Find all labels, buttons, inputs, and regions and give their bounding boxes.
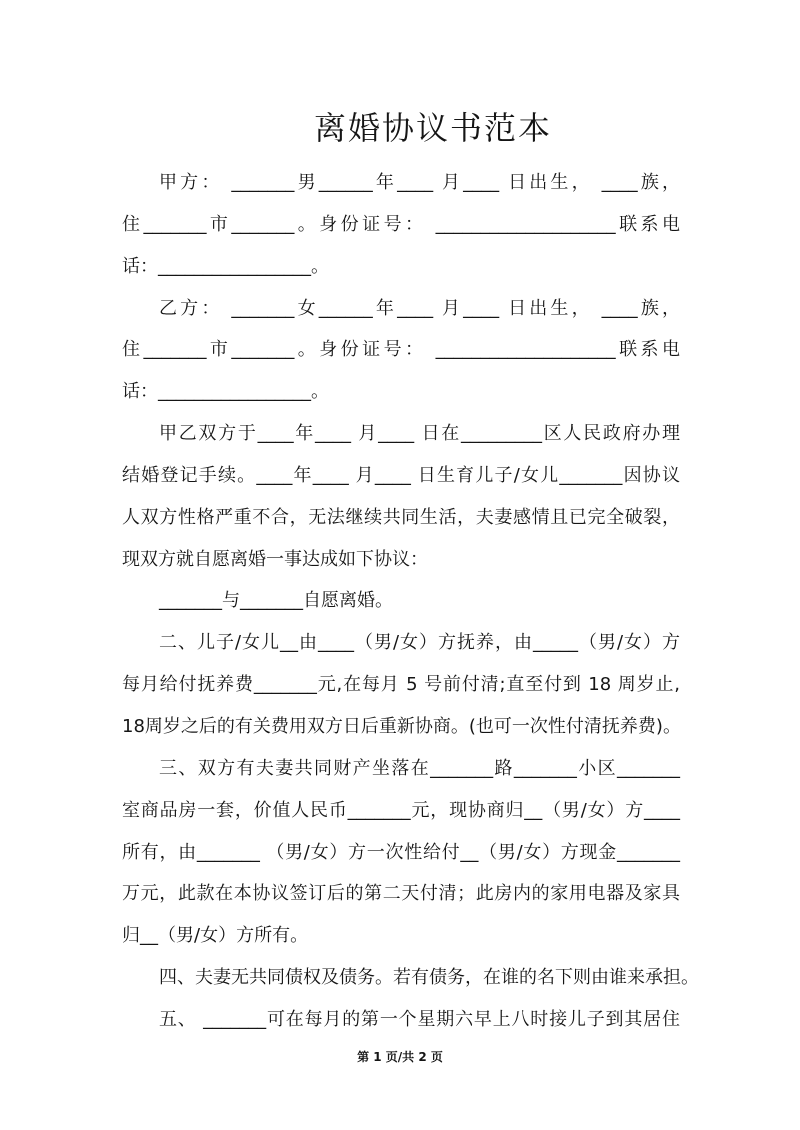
paragraph-line: 三、双方有夫妻共同财产坐落在_______路_______小区_______: [159, 757, 680, 779]
paragraph-line: 二、儿子/女儿__由____（男/女）方抚养，由_____（男/女）方: [159, 632, 680, 654]
paragraph-line: 四、夫妻无共同债权及债务。若有债务，在谁的名下则由谁来承担。: [159, 967, 699, 989]
paragraph-clause-4-debts: [122, 957, 699, 999]
document-body: [122, 162, 699, 1041]
document-title: 离婚协议书范本: [313, 109, 552, 147]
paragraph-line: 住_______市_______。身份证号： ____________________联系电: [122, 339, 680, 361]
paragraph-line: 话：_________________。: [122, 255, 329, 277]
paragraph-line: 万元，此款在本协议签订后的第二天付清；此房内的家用电器及家具: [122, 883, 680, 905]
paragraph-line: 住_______市_______。身份证号： ____________________联系电: [122, 213, 680, 235]
paragraph-line: 人双方性格严重不合，无法继续共同生活，夫妻感情且已完全破裂，: [122, 506, 680, 528]
paragraph-line: 18周岁之后的有关费用双方日后重新协商。(也可一次性付清抚养费)。: [122, 715, 681, 737]
paragraph-clause-1: [122, 580, 680, 622]
paragraph-line: 甲方： _______男______年____ 月____ 日出生， ____族，: [159, 172, 680, 193]
paragraph-line: 每月给付抚养费_______元,在每月 5 号前付清;直至付到 18 周岁止,: [122, 674, 680, 696]
paragraph-clause-3-property: [122, 748, 680, 957]
paragraph-line: 乙方： _______女______年____ 月____ 日出生， ____族，: [159, 297, 680, 319]
paragraph-marriage-background: [122, 413, 680, 580]
paragraph-line: 结婚登记手续。____年____ 月____ 日生育儿子/女儿_______因协议: [122, 464, 680, 486]
paragraph-line: 室商品房一套，价值人民币_______元，现协商归__（男/女）方____: [122, 799, 680, 821]
paragraph-clause-2-custody: [122, 622, 680, 748]
paragraph-party-a: [122, 162, 680, 288]
paragraph-line: 话：_________________。: [122, 381, 329, 403]
paragraph-line: 现双方就自愿离婚一事达成如下协议：: [122, 548, 428, 570]
paragraph-line: 所有，由_______ （男/女）方一次性给付__（男/女）方现金_______: [122, 841, 680, 863]
paragraph-clause-5-visitation: [122, 999, 680, 1041]
paragraph-party-b: [122, 288, 680, 414]
paragraph-line: 甲乙双方于____年____ 月____ 日在_________区人民政府办理: [159, 423, 680, 445]
page-number-footer: 第 1 页/共 2 页: [357, 1050, 443, 1064]
paragraph-line: _______与_______自愿离婚。: [159, 590, 393, 612]
paragraph-line: 归__（男/女）方所有。: [122, 925, 309, 947]
paragraph-line: 五、 _______可在每月的第一个星期六早上八时接儿子到其居住: [159, 1008, 680, 1030]
